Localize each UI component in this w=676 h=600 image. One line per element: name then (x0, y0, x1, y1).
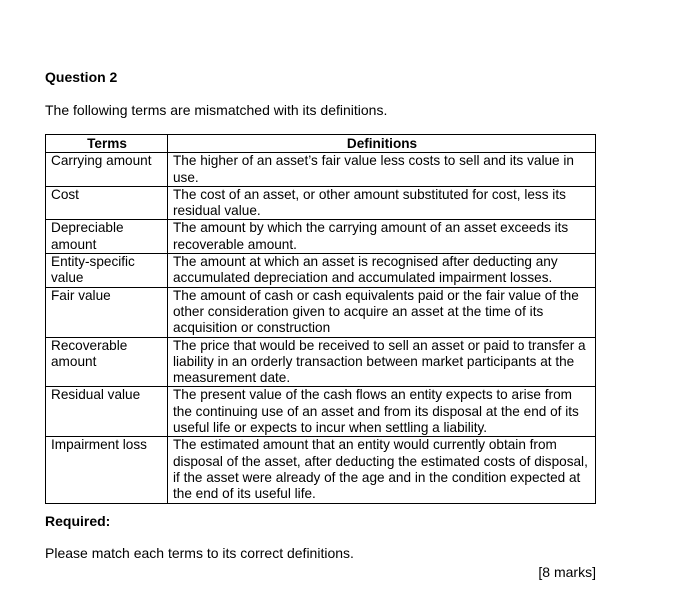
term-cell: Fair value (46, 287, 168, 337)
term-cell: Depreciable amount (46, 220, 168, 254)
definition-cell: The amount at which an asset is recognised after deducting any accumulated depreciation and accumulated impairment losses. (168, 254, 596, 288)
term-cell: Cost (46, 186, 168, 220)
term-cell: Residual value (46, 387, 168, 437)
intro-text: The following terms are mismatched with its definitions. (45, 102, 388, 118)
term-cell: Impairment loss (46, 437, 168, 503)
required-label: Required: (45, 513, 111, 529)
table-row (46, 220, 596, 254)
terms-table (45, 134, 596, 504)
definition-cell: The higher of an asset’s fair value less costs to sell and its value in use. (168, 153, 596, 187)
definition-cell: The price that would be received to sell an asset or paid to transfer a liability in an orderly transaction between market participants at the measurement date. (168, 337, 596, 387)
term-cell: Entity-specific value (46, 254, 168, 288)
definition-cell: The cost of an asset, or other amount substituted for cost, less its residual value. (168, 186, 596, 220)
definition-cell: The amount of cash or cash equivalents paid or the fair value of the other consideration given to acquire an asset at the time of its acquisition or construction (168, 287, 596, 337)
table-row (46, 437, 596, 503)
definition-cell: The amount by which the carrying amount of an asset exceeds its recoverable amount. (168, 220, 596, 254)
header-definitions: Definitions (168, 135, 596, 153)
definition-cell: The present value of the cash flows an entity expects to arise from the continuing use of an asset and from its disposal at the end of its useful life or expects to incur when settling a liability. (168, 387, 596, 437)
marks-label: [8 marks] (538, 564, 596, 580)
table-row (46, 337, 596, 387)
table-row (46, 186, 596, 220)
definition-cell: The estimated amount that an entity would currently obtain from disposal of the asset, after deducting the estimated costs of disposal, if the asset were already of the age and in the condition expected at the end of its useful life. (168, 437, 596, 503)
term-cell: Recoverable amount (46, 337, 168, 387)
table-row (46, 287, 596, 337)
table-row (46, 387, 596, 437)
question-title: Question 2 (45, 69, 118, 85)
instruction-text: Please match each terms to its correct definitions. (45, 545, 354, 561)
table-row (46, 254, 596, 288)
table-row (46, 153, 596, 187)
table-header-row (46, 135, 596, 153)
header-terms: Terms (46, 135, 168, 153)
term-cell: Carrying amount (46, 153, 168, 187)
